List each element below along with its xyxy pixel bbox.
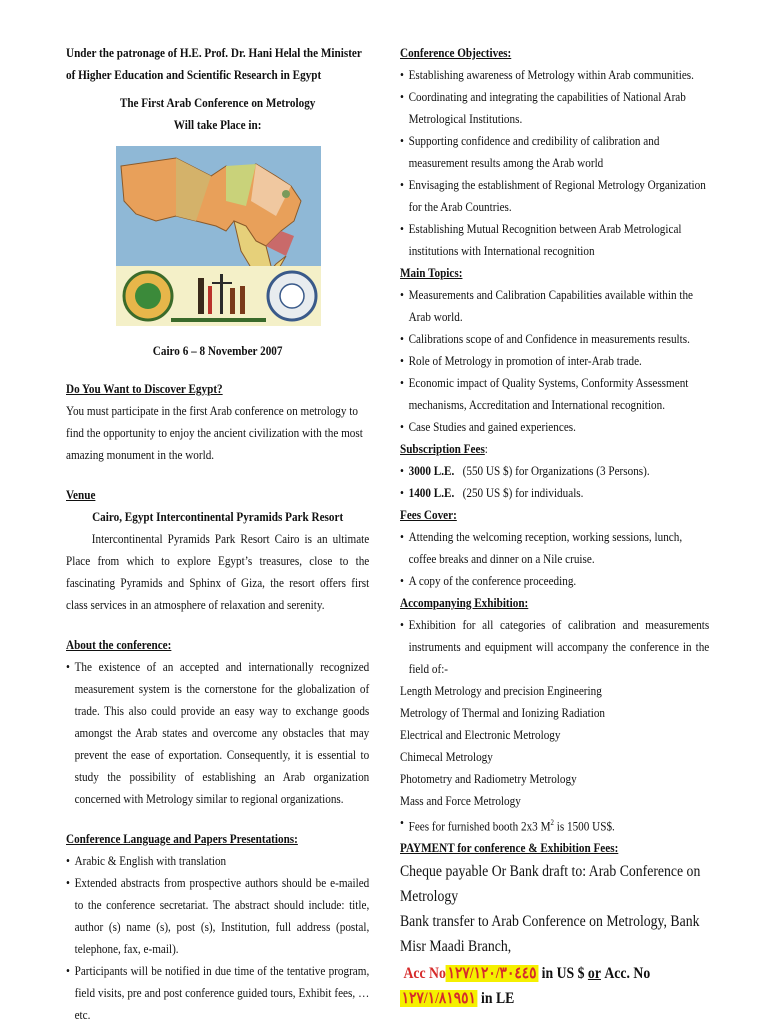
field-item: Photometry and Radiometry Metrology <box>400 771 577 786</box>
booth-fee-superscript: 2 <box>550 818 554 827</box>
booth-fee-price: is 1500 US$. <box>553 818 615 834</box>
organization-logos <box>116 266 321 326</box>
booth-fee <box>400 812 709 837</box>
fee-item <box>400 482 709 504</box>
bank-text: Bank transfer to Arab Conference on Metrology, Bank Misr Maadi Branch, <box>400 913 700 956</box>
field-item: Electrical and Electronic Metrology <box>400 727 561 742</box>
objective-item: • Coordinating and integrating the capabilities of National Arab Metrological Institutions. <box>400 86 709 130</box>
topic-item: • Role of Metrology in promotion of inter-Arab trade. <box>400 350 709 372</box>
acc1-label: Acc No <box>403 965 446 983</box>
topic-item: • Case Studies and gained experiences. <box>400 416 709 438</box>
field-item: Mass and Force Metrology <box>400 793 521 808</box>
acc2-label: Acc. No <box>604 965 651 983</box>
left-column <box>66 42 370 1026</box>
patronage-text: Under the patronage of H.E. Prof. Dr. Hani Helal the Minister of Higher Education and Scientific Research in Egypt <box>66 45 362 82</box>
language-item: • Arabic & English with translation <box>66 850 369 872</box>
cover-item: • A copy of the conference proceeding. <box>400 570 709 592</box>
language-item: • Extended abstracts from prospective authors should be e-mailed to the conference secretariat. The abstract should include: title, author (s) name (s), post (s), Institution, full address (postal, telephone, fax, e-mail). <box>66 872 369 960</box>
fees-heading-line <box>400 438 709 460</box>
objective-item: • Supporting confidence and credibility of calibration and measurement results among the Arab world <box>400 130 709 174</box>
topic-item: • Measurements and Calibration Capabilities available within the Arab world. <box>400 284 709 328</box>
about-heading: About the conference: <box>66 637 172 652</box>
arab-world-map-image <box>116 146 321 326</box>
right-column <box>400 42 710 1011</box>
conference-title: The First Arab Conference on Metrology <box>119 95 316 110</box>
objective-item: • Envisaging the establishment of Regional Metrology Organization for the Arab Countries. <box>400 174 709 218</box>
objectives-heading: Conference Objectives: <box>400 45 512 60</box>
field-item: Length Metrology and precision Engineering <box>400 683 602 698</box>
fee-item <box>400 460 709 482</box>
egypt-text: You must participate in the first Arab conference on metrology to find the opportunity to enjoy the ancient civilization with the most amazing monument in the world. <box>66 403 363 462</box>
exhibition-text: • Exhibition for all categories of calibration and measurements instruments and equipment will accompany the conference in the field of:- <box>400 614 709 680</box>
cover-item: • Attending the welcoming reception, working sessions, lunch, coffee breaks and dinner on a Nile cruise. <box>400 526 709 570</box>
event-date: Cairo 6 – 8 November 2007 <box>152 343 283 358</box>
field-item: Chimecal Metrology <box>400 749 493 764</box>
fee-amount: 3000 L.E. <box>408 463 455 478</box>
fee-detail: (250 US $) for individuals. <box>462 485 584 500</box>
egypt-heading: Do You Want to Discover Egypt? <box>66 381 223 396</box>
booth-fee-text: Fees for furnished booth 2x3 M <box>408 818 551 834</box>
conference-subtitle: Will take Place in: <box>173 117 262 132</box>
acc2-number: ١٢٧/١/٨١٩٥١ <box>401 990 476 1008</box>
fees-colon: : <box>484 441 488 456</box>
objective-item: • Establishing Mutual Recognition between Arab Metrological institutions with International recognition <box>400 218 709 262</box>
fee-amount: 1400 L.E. <box>408 485 455 500</box>
acc1-suffix: in US $ <box>541 965 585 983</box>
language-item: • Participants will be notified in due time of the tentative program, field visits, pre and post conference guided tours, Exhibit fees, … etc. <box>66 960 369 1026</box>
objective-item: • Establishing awareness of Metrology within Arab communities. <box>400 64 709 86</box>
fees-heading: Subscription Fees <box>400 441 485 456</box>
payment-heading: PAYMENT for conference & Exhibition Fees: <box>400 840 619 856</box>
cover-heading: Fees Cover: <box>400 507 457 522</box>
field-item: Metrology of Thermal and Ionizing Radiation <box>400 705 606 720</box>
logos-graphic <box>116 266 321 326</box>
acc-or: or <box>587 965 601 983</box>
venue-text: Intercontinental Pyramids Park Resort Cairo is an ultimate Place from which to explore Egypt’s treasures, close to the fascinating Pyramids and Sphinx of Giza, the resort offers first class services in an atmosphere of relaxation and serenity. <box>66 531 370 612</box>
topics-heading: Main Topics: <box>400 265 463 280</box>
fee-detail: (550 US $) for Organizations (3 Persons). <box>462 463 650 478</box>
exhibition-heading: Accompanying Exhibition: <box>400 595 529 610</box>
acc1-number: ١٢٧/١٢٠/٣٠٤٤٥ <box>447 965 537 983</box>
venue-name: Cairo, Egypt Intercontinental Pyramids Park Resort <box>92 509 344 524</box>
language-heading: Conference Language and Papers Presentations: <box>66 831 298 846</box>
about-text: • The existence of an accepted and internationally recognized measurement system is the cornerstone for the globalization of trade. This also could provide an easy way to exchange goods amongst the Arab states and overcome any obstacles that may prevent the ease of exportation. Consequently, it is essential to study the possibility of establishing an Arab organization concerned with Metrology similar to regional organizations. <box>66 656 369 810</box>
acc2-suffix: in LE <box>481 990 515 1008</box>
cheque-text: Cheque payable Or Bank draft to: Arab Conference on Metrology <box>400 863 701 906</box>
venue-heading: Venue <box>66 487 96 502</box>
topic-item: • Economic impact of Quality Systems, Conformity Assessment mechanisms, Accreditation and International recognition. <box>400 372 709 416</box>
account-line <box>400 961 709 1011</box>
topic-item: • Calibrations scope of and Confidence in measurements results. <box>400 328 709 350</box>
